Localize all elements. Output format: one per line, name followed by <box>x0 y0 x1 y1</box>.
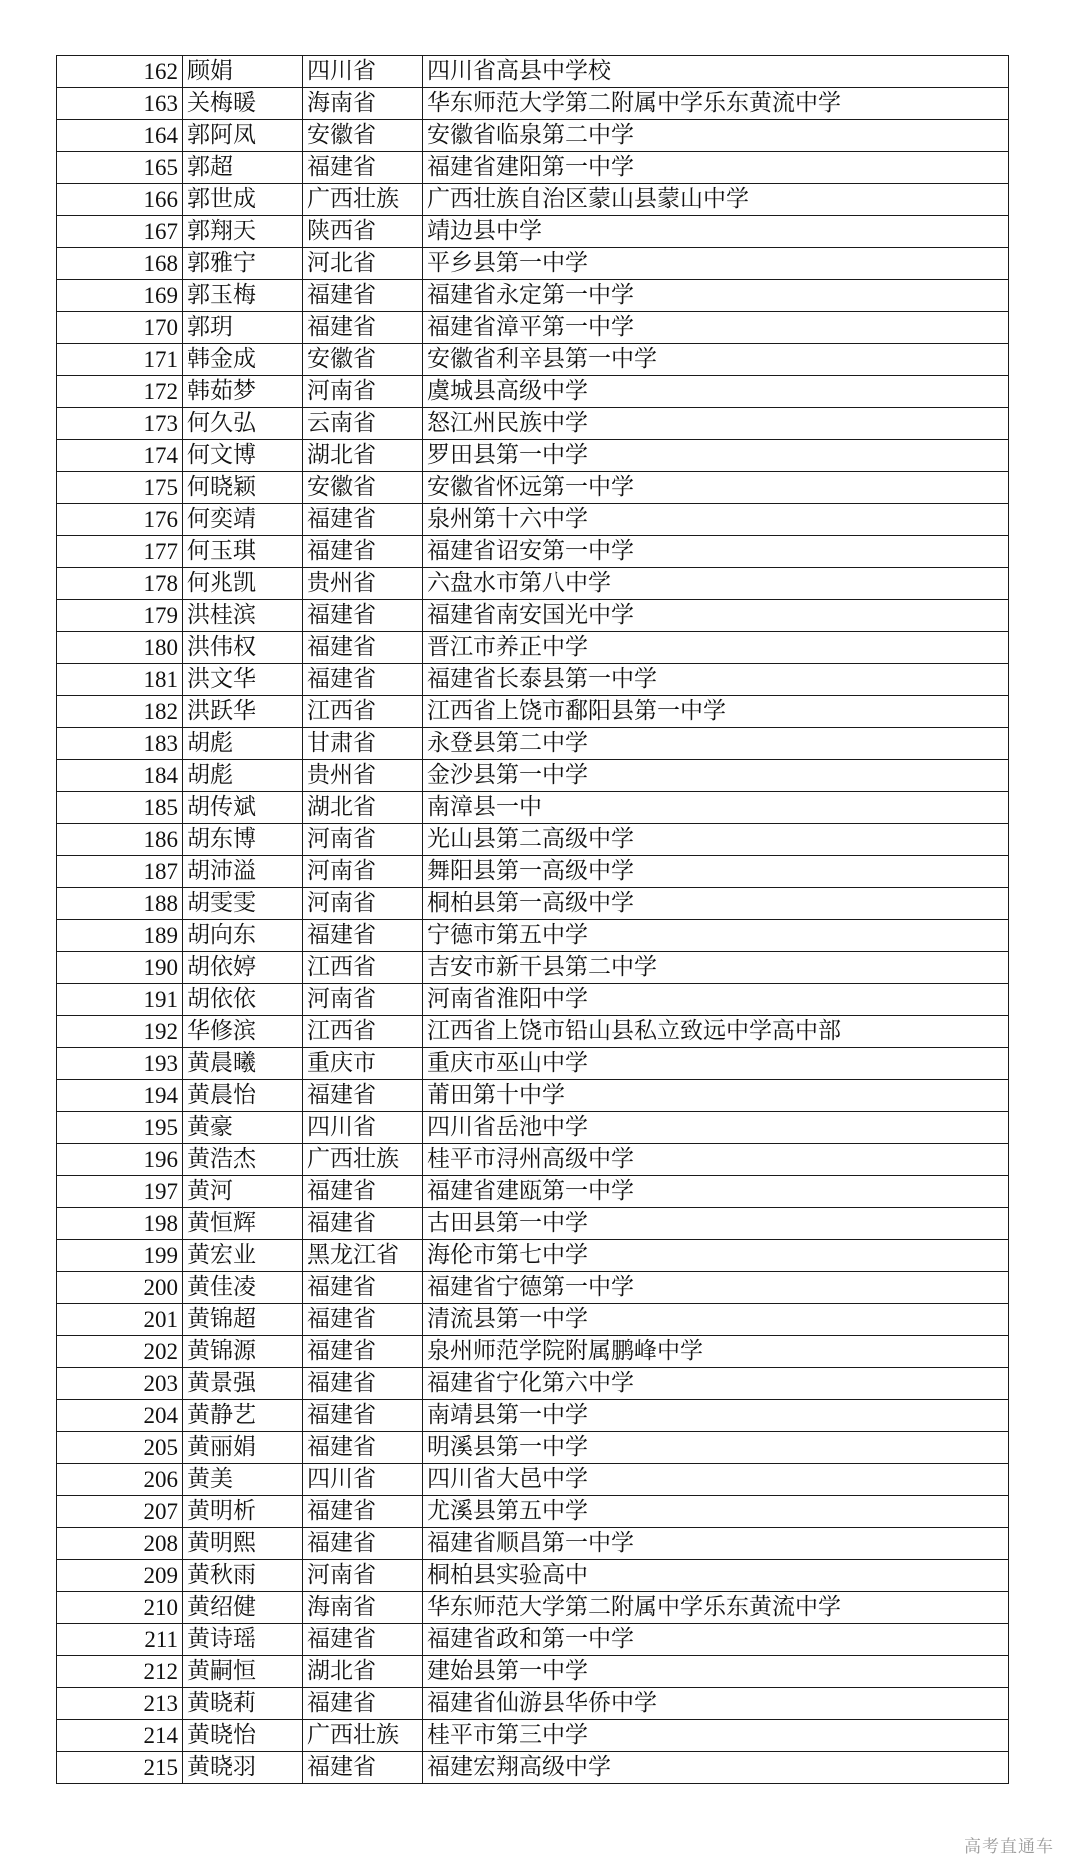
row-number-cell: 213 <box>57 1688 183 1720</box>
school-name-cell: 华东师范大学第二附属中学乐东黄流中学 <box>423 1592 1009 1624</box>
province-cell: 广西壮族 <box>303 1720 423 1752</box>
student-name-cell: 黄明熙 <box>183 1528 303 1560</box>
student-name-cell: 洪文华 <box>183 664 303 696</box>
province-cell: 福建省 <box>303 536 423 568</box>
student-name-cell: 黄明析 <box>183 1496 303 1528</box>
school-name-cell: 福建省建瓯第一中学 <box>423 1176 1009 1208</box>
row-number-cell: 214 <box>57 1720 183 1752</box>
school-name-cell: 福建省顺昌第一中学 <box>423 1528 1009 1560</box>
table-row <box>57 536 1009 568</box>
province-cell: 福建省 <box>303 280 423 312</box>
row-number-cell: 197 <box>57 1176 183 1208</box>
row-number-cell: 177 <box>57 536 183 568</box>
province-cell: 河南省 <box>303 376 423 408</box>
table-row <box>57 1112 1009 1144</box>
row-number-cell: 193 <box>57 1048 183 1080</box>
student-name-cell: 黄河 <box>183 1176 303 1208</box>
province-cell: 福建省 <box>303 1304 423 1336</box>
table-row <box>57 1720 1009 1752</box>
table-row <box>57 600 1009 632</box>
school-name-cell: 吉安市新干县第二中学 <box>423 952 1009 984</box>
student-name-cell: 何奕靖 <box>183 504 303 536</box>
student-name-cell: 黄景强 <box>183 1368 303 1400</box>
roster-table-body <box>57 56 1009 1784</box>
province-cell: 福建省 <box>303 920 423 952</box>
province-cell: 福建省 <box>303 1336 423 1368</box>
school-name-cell: 南漳县一中 <box>423 792 1009 824</box>
student-name-cell: 黄丽娟 <box>183 1432 303 1464</box>
province-cell: 湖北省 <box>303 1656 423 1688</box>
student-name-cell: 黄晨怡 <box>183 1080 303 1112</box>
table-row <box>57 920 1009 952</box>
school-name-cell: 六盘水市第八中学 <box>423 568 1009 600</box>
row-number-cell: 172 <box>57 376 183 408</box>
table-row <box>57 1304 1009 1336</box>
table-row <box>57 1464 1009 1496</box>
table-row <box>57 1592 1009 1624</box>
student-name-cell: 郭雅宁 <box>183 248 303 280</box>
row-number-cell: 188 <box>57 888 183 920</box>
row-number-cell: 189 <box>57 920 183 952</box>
student-name-cell: 胡东博 <box>183 824 303 856</box>
table-row <box>57 152 1009 184</box>
student-name-cell: 黄秋雨 <box>183 1560 303 1592</box>
row-number-cell: 181 <box>57 664 183 696</box>
province-cell: 福建省 <box>303 312 423 344</box>
student-name-cell: 黄晓莉 <box>183 1688 303 1720</box>
province-cell: 福建省 <box>303 1272 423 1304</box>
province-cell: 贵州省 <box>303 568 423 600</box>
table-row <box>57 120 1009 152</box>
student-name-cell: 黄宏业 <box>183 1240 303 1272</box>
province-cell: 江西省 <box>303 952 423 984</box>
province-cell: 广西壮族 <box>303 184 423 216</box>
school-name-cell: 泉州师范学院附属鹏峰中学 <box>423 1336 1009 1368</box>
student-name-cell: 洪伟权 <box>183 632 303 664</box>
student-name-cell: 黄佳凌 <box>183 1272 303 1304</box>
province-cell: 江西省 <box>303 696 423 728</box>
student-name-cell: 黄嗣恒 <box>183 1656 303 1688</box>
table-row <box>57 1240 1009 1272</box>
province-cell: 甘肃省 <box>303 728 423 760</box>
row-number-cell: 211 <box>57 1624 183 1656</box>
table-row <box>57 408 1009 440</box>
row-number-cell: 195 <box>57 1112 183 1144</box>
province-cell: 广西壮族 <box>303 1144 423 1176</box>
school-name-cell: 罗田县第一中学 <box>423 440 1009 472</box>
table-row <box>57 376 1009 408</box>
table-row <box>57 824 1009 856</box>
student-name-cell: 黄晓怡 <box>183 1720 303 1752</box>
province-cell: 福建省 <box>303 1208 423 1240</box>
student-name-cell: 洪跃华 <box>183 696 303 728</box>
province-cell: 云南省 <box>303 408 423 440</box>
student-name-cell: 何文博 <box>183 440 303 472</box>
student-name-cell: 胡传斌 <box>183 792 303 824</box>
school-name-cell: 四川省岳池中学 <box>423 1112 1009 1144</box>
table-row <box>57 1016 1009 1048</box>
province-cell: 福建省 <box>303 1624 423 1656</box>
table-row <box>57 1208 1009 1240</box>
row-number-cell: 182 <box>57 696 183 728</box>
row-number-cell: 190 <box>57 952 183 984</box>
student-name-cell: 黄美 <box>183 1464 303 1496</box>
table-row <box>57 344 1009 376</box>
table-row <box>57 984 1009 1016</box>
student-name-cell: 黄锦源 <box>183 1336 303 1368</box>
row-number-cell: 215 <box>57 1752 183 1784</box>
province-cell: 河南省 <box>303 856 423 888</box>
province-cell: 福建省 <box>303 504 423 536</box>
table-row <box>57 1688 1009 1720</box>
row-number-cell: 163 <box>57 88 183 120</box>
province-cell: 福建省 <box>303 152 423 184</box>
school-name-cell: 福建省永定第一中学 <box>423 280 1009 312</box>
school-name-cell: 广西壮族自治区蒙山县蒙山中学 <box>423 184 1009 216</box>
school-name-cell: 泉州第十六中学 <box>423 504 1009 536</box>
row-number-cell: 208 <box>57 1528 183 1560</box>
school-name-cell: 福建省建阳第一中学 <box>423 152 1009 184</box>
province-cell: 四川省 <box>303 1112 423 1144</box>
table-row <box>57 184 1009 216</box>
row-number-cell: 166 <box>57 184 183 216</box>
row-number-cell: 203 <box>57 1368 183 1400</box>
table-row <box>57 472 1009 504</box>
student-name-cell: 黄绍健 <box>183 1592 303 1624</box>
student-name-cell: 胡向东 <box>183 920 303 952</box>
school-name-cell: 福建省政和第一中学 <box>423 1624 1009 1656</box>
student-name-cell: 郭玥 <box>183 312 303 344</box>
student-name-cell: 郭世成 <box>183 184 303 216</box>
school-name-cell: 光山县第二高级中学 <box>423 824 1009 856</box>
student-name-cell: 胡沛溢 <box>183 856 303 888</box>
table-row <box>57 88 1009 120</box>
row-number-cell: 204 <box>57 1400 183 1432</box>
school-name-cell: 清流县第一中学 <box>423 1304 1009 1336</box>
row-number-cell: 183 <box>57 728 183 760</box>
table-row <box>57 696 1009 728</box>
student-name-cell: 韩金成 <box>183 344 303 376</box>
row-number-cell: 199 <box>57 1240 183 1272</box>
student-name-cell: 黄晨曦 <box>183 1048 303 1080</box>
province-cell: 湖北省 <box>303 440 423 472</box>
student-name-cell: 胡依依 <box>183 984 303 1016</box>
student-name-cell: 黄晓羽 <box>183 1752 303 1784</box>
student-name-cell: 何兆凯 <box>183 568 303 600</box>
school-name-cell: 桂平市浔州高级中学 <box>423 1144 1009 1176</box>
school-name-cell: 海伦市第七中学 <box>423 1240 1009 1272</box>
province-cell: 黑龙江省 <box>303 1240 423 1272</box>
table-row <box>57 1528 1009 1560</box>
table-row <box>57 664 1009 696</box>
province-cell: 安徽省 <box>303 344 423 376</box>
table-row <box>57 1560 1009 1592</box>
province-cell: 陕西省 <box>303 216 423 248</box>
student-name-cell: 郭玉梅 <box>183 280 303 312</box>
row-number-cell: 207 <box>57 1496 183 1528</box>
student-name-cell: 洪桂滨 <box>183 600 303 632</box>
school-name-cell: 明溪县第一中学 <box>423 1432 1009 1464</box>
row-number-cell: 167 <box>57 216 183 248</box>
row-number-cell: 170 <box>57 312 183 344</box>
table-row <box>57 632 1009 664</box>
row-number-cell: 162 <box>57 56 183 88</box>
school-name-cell: 福建省漳平第一中学 <box>423 312 1009 344</box>
table-row <box>57 1752 1009 1784</box>
row-number-cell: 186 <box>57 824 183 856</box>
school-name-cell: 江西省上饶市铅山县私立致远中学高中部 <box>423 1016 1009 1048</box>
school-name-cell: 河南省淮阳中学 <box>423 984 1009 1016</box>
row-number-cell: 168 <box>57 248 183 280</box>
student-name-cell: 何晓颖 <box>183 472 303 504</box>
table-row <box>57 728 1009 760</box>
row-number-cell: 196 <box>57 1144 183 1176</box>
student-name-cell: 何久弘 <box>183 408 303 440</box>
province-cell: 贵州省 <box>303 760 423 792</box>
province-cell: 福建省 <box>303 1496 423 1528</box>
row-number-cell: 174 <box>57 440 183 472</box>
row-number-cell: 180 <box>57 632 183 664</box>
province-cell: 河北省 <box>303 248 423 280</box>
table-row <box>57 888 1009 920</box>
province-cell: 福建省 <box>303 1688 423 1720</box>
row-number-cell: 206 <box>57 1464 183 1496</box>
row-number-cell: 209 <box>57 1560 183 1592</box>
table-row <box>57 792 1009 824</box>
row-number-cell: 210 <box>57 1592 183 1624</box>
table-row <box>57 1272 1009 1304</box>
school-name-cell: 安徽省临泉第二中学 <box>423 120 1009 152</box>
row-number-cell: 194 <box>57 1080 183 1112</box>
school-name-cell: 舞阳县第一高级中学 <box>423 856 1009 888</box>
province-cell: 福建省 <box>303 600 423 632</box>
school-name-cell: 建始县第一中学 <box>423 1656 1009 1688</box>
row-number-cell: 184 <box>57 760 183 792</box>
row-number-cell: 202 <box>57 1336 183 1368</box>
row-number-cell: 178 <box>57 568 183 600</box>
student-name-cell: 郭超 <box>183 152 303 184</box>
province-cell: 海南省 <box>303 88 423 120</box>
table-row <box>57 440 1009 472</box>
watermark: 高考直通车 <box>964 1837 1054 1857</box>
student-name-cell: 黄恒辉 <box>183 1208 303 1240</box>
school-name-cell: 平乡县第一中学 <box>423 248 1009 280</box>
province-cell: 江西省 <box>303 1016 423 1048</box>
student-name-cell: 韩茹梦 <box>183 376 303 408</box>
row-number-cell: 175 <box>57 472 183 504</box>
province-cell: 河南省 <box>303 1560 423 1592</box>
table-row <box>57 1176 1009 1208</box>
school-name-cell: 安徽省怀远第一中学 <box>423 472 1009 504</box>
school-name-cell: 福建省仙游县华侨中学 <box>423 1688 1009 1720</box>
table-row <box>57 1048 1009 1080</box>
roster-table <box>56 55 1009 1784</box>
student-name-cell: 郭阿凤 <box>183 120 303 152</box>
row-number-cell: 200 <box>57 1272 183 1304</box>
school-name-cell: 虞城县高级中学 <box>423 376 1009 408</box>
school-name-cell: 江西省上饶市鄱阳县第一中学 <box>423 696 1009 728</box>
student-name-cell: 胡雯雯 <box>183 888 303 920</box>
school-name-cell: 宁德市第五中学 <box>423 920 1009 952</box>
table-row <box>57 568 1009 600</box>
row-number-cell: 176 <box>57 504 183 536</box>
school-name-cell: 永登县第二中学 <box>423 728 1009 760</box>
student-name-cell: 黄浩杰 <box>183 1144 303 1176</box>
province-cell: 福建省 <box>303 1752 423 1784</box>
table-row <box>57 216 1009 248</box>
school-name-cell: 福建省宁化第六中学 <box>423 1368 1009 1400</box>
row-number-cell: 198 <box>57 1208 183 1240</box>
row-number-cell: 187 <box>57 856 183 888</box>
province-cell: 四川省 <box>303 1464 423 1496</box>
province-cell: 福建省 <box>303 1176 423 1208</box>
province-cell: 福建省 <box>303 1368 423 1400</box>
row-number-cell: 185 <box>57 792 183 824</box>
school-name-cell: 桐柏县第一高级中学 <box>423 888 1009 920</box>
province-cell: 福建省 <box>303 1528 423 1560</box>
table-row <box>57 1432 1009 1464</box>
province-cell: 河南省 <box>303 984 423 1016</box>
school-name-cell: 南靖县第一中学 <box>423 1400 1009 1432</box>
table-row <box>57 952 1009 984</box>
table-row <box>57 856 1009 888</box>
table-row <box>57 760 1009 792</box>
table-row <box>57 1624 1009 1656</box>
row-number-cell: 212 <box>57 1656 183 1688</box>
province-cell: 安徽省 <box>303 120 423 152</box>
student-name-cell: 华修滨 <box>183 1016 303 1048</box>
school-name-cell: 四川省高县中学校 <box>423 56 1009 88</box>
row-number-cell: 173 <box>57 408 183 440</box>
province-cell: 福建省 <box>303 664 423 696</box>
table-row <box>57 312 1009 344</box>
province-cell: 湖北省 <box>303 792 423 824</box>
row-number-cell: 171 <box>57 344 183 376</box>
school-name-cell: 福建省南安国光中学 <box>423 600 1009 632</box>
school-name-cell: 尤溪县第五中学 <box>423 1496 1009 1528</box>
student-name-cell: 黄静艺 <box>183 1400 303 1432</box>
table-row <box>57 1080 1009 1112</box>
province-cell: 福建省 <box>303 632 423 664</box>
school-name-cell: 四川省大邑中学 <box>423 1464 1009 1496</box>
table-row <box>57 56 1009 88</box>
row-number-cell: 165 <box>57 152 183 184</box>
student-name-cell: 顾娟 <box>183 56 303 88</box>
student-name-cell: 郭翔天 <box>183 216 303 248</box>
table-row <box>57 1400 1009 1432</box>
row-number-cell: 192 <box>57 1016 183 1048</box>
school-name-cell: 福建省诏安第一中学 <box>423 536 1009 568</box>
table-row <box>57 1336 1009 1368</box>
student-name-cell: 黄豪 <box>183 1112 303 1144</box>
table-row <box>57 1496 1009 1528</box>
student-name-cell: 胡彪 <box>183 728 303 760</box>
province-cell: 福建省 <box>303 1432 423 1464</box>
student-name-cell: 黄锦超 <box>183 1304 303 1336</box>
province-cell: 河南省 <box>303 824 423 856</box>
school-name-cell: 金沙县第一中学 <box>423 760 1009 792</box>
row-number-cell: 191 <box>57 984 183 1016</box>
school-name-cell: 晋江市养正中学 <box>423 632 1009 664</box>
school-name-cell: 莆田第十中学 <box>423 1080 1009 1112</box>
school-name-cell: 桂平市第三中学 <box>423 1720 1009 1752</box>
school-name-cell: 靖边县中学 <box>423 216 1009 248</box>
table-row <box>57 1656 1009 1688</box>
school-name-cell: 福建省长泰县第一中学 <box>423 664 1009 696</box>
province-cell: 海南省 <box>303 1592 423 1624</box>
province-cell: 安徽省 <box>303 472 423 504</box>
roster-sheet <box>56 55 1008 1784</box>
school-name-cell: 怒江州民族中学 <box>423 408 1009 440</box>
row-number-cell: 201 <box>57 1304 183 1336</box>
school-name-cell: 福建省宁德第一中学 <box>423 1272 1009 1304</box>
student-name-cell: 胡依婷 <box>183 952 303 984</box>
province-cell: 重庆市 <box>303 1048 423 1080</box>
province-cell: 河南省 <box>303 888 423 920</box>
school-name-cell: 福建宏翔高级中学 <box>423 1752 1009 1784</box>
student-name-cell: 黄诗瑶 <box>183 1624 303 1656</box>
province-cell: 四川省 <box>303 56 423 88</box>
row-number-cell: 205 <box>57 1432 183 1464</box>
school-name-cell: 华东师范大学第二附属中学乐东黄流中学 <box>423 88 1009 120</box>
student-name-cell: 关梅暖 <box>183 88 303 120</box>
row-number-cell: 169 <box>57 280 183 312</box>
table-row <box>57 504 1009 536</box>
table-row <box>57 1144 1009 1176</box>
student-name-cell: 胡彪 <box>183 760 303 792</box>
row-number-cell: 179 <box>57 600 183 632</box>
student-name-cell: 何玉琪 <box>183 536 303 568</box>
school-name-cell: 桐柏县实验高中 <box>423 1560 1009 1592</box>
school-name-cell: 古田县第一中学 <box>423 1208 1009 1240</box>
school-name-cell: 安徽省利辛县第一中学 <box>423 344 1009 376</box>
table-row <box>57 1368 1009 1400</box>
row-number-cell: 164 <box>57 120 183 152</box>
province-cell: 福建省 <box>303 1080 423 1112</box>
table-row <box>57 248 1009 280</box>
table-row <box>57 280 1009 312</box>
province-cell: 福建省 <box>303 1400 423 1432</box>
school-name-cell: 重庆市巫山中学 <box>423 1048 1009 1080</box>
